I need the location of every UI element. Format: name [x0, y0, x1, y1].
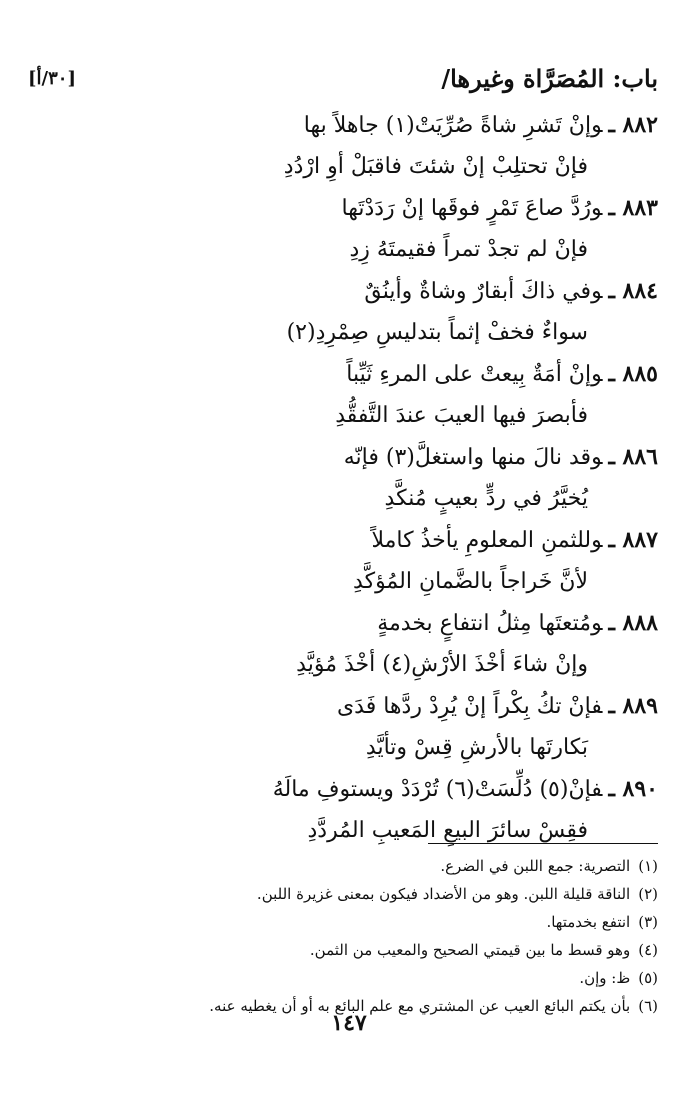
page-header	[28, 64, 658, 100]
verse-number: ٨٨٢ ـ	[608, 112, 658, 138]
verse-line-first	[377, 610, 658, 637]
verse-number: ٨٨٧ ـ	[608, 527, 658, 553]
verse-first-hemistich: فإنْ(٥) دُلِّسَتْ(٦) تُرْدَدْ ويستوفِ مالَهُ	[272, 777, 603, 802]
verse-first-hemistich: وقد نالَ منها واستغلَّ(٣) فإنّه	[343, 445, 603, 470]
footnote-number: (١)	[638, 857, 658, 875]
footnote-number: (٣)	[638, 913, 658, 931]
footnote-text: انتفع بخدمتها.	[546, 913, 631, 931]
verse-line-second: فقِسْ سائرَ البيعِ المَعيبِ المُردَّدِ	[307, 817, 588, 843]
footnote	[38, 852, 658, 880]
footnote-number: (٥)	[638, 969, 658, 987]
folio-reference: [٣٠/أ]	[28, 68, 76, 89]
footnote-text: التصرية: جمع اللبن في الضرع.	[440, 857, 631, 875]
verse-number: ٨٨٨ ـ	[608, 610, 658, 636]
verse-line-second: فأبصرَ فيها العيبَ عندَ التَّفقُّدِ	[335, 402, 588, 428]
page-number: ١٤٧	[331, 1010, 367, 1036]
verse-line-second: بَكارتَها بالأرشِ قِسْ وتأيَّدِ	[365, 734, 588, 760]
verse-number: ٨٨٣ ـ	[608, 195, 658, 221]
verse-line-second: يُخيَّرُ في ردٍّ بعيبٍ مُنكَّدِ	[384, 485, 588, 511]
verse-line-first	[337, 693, 658, 720]
footnote-list	[38, 852, 658, 1020]
verse-line-first	[344, 444, 658, 471]
verse-first-hemistich: وفي ذاكَ أبقارٌ وشاةٌ وأينُقٌ	[364, 279, 603, 304]
verse-first-hemistich: وللثمنِ المعلومِ يأخذُ كاملاً	[371, 528, 603, 553]
footnote	[38, 908, 658, 936]
footnote-text: الناقة قليلة اللبن. وهو من الأضداد فيكون بمعنى غزيرة اللبن.	[256, 885, 631, 903]
verse-first-hemistich: وإنْ أمَةٌ بِيعتْ على المرءِ ثَيِّباً	[346, 362, 603, 387]
verse-line-second: سواءٌ فخفْ إثماً بتدليسِ صِمْرِدِ(٢)	[286, 319, 588, 345]
verse-first-hemistich: وإنْ تَشرِ شاةً صُرِّيَتْ(١) جاهلاً بها	[303, 113, 603, 138]
verse-line-first	[304, 112, 658, 139]
verse-number: ٨٨٩ ـ	[608, 693, 658, 719]
verse-first-hemistich: ومُتعتَها مِثلُ انتفاعٍ بخدمةٍ	[377, 611, 603, 636]
footnote-text: وهو قسط ما بين قيمتي الصحيح والمعيب من الثمن.	[309, 941, 631, 959]
verse-line-first	[341, 195, 658, 222]
verse-number: ٨٩٠ ـ	[608, 776, 658, 802]
footnote	[38, 936, 658, 964]
verse-number: ٨٨٥ ـ	[608, 361, 658, 387]
verse-line-second: فإنْ تحتلِبْ إنْ شئتَ فاقبَلْ أوِ ارْدُدِ	[283, 153, 588, 179]
footnote-text: ظ: وإن.	[579, 969, 631, 987]
verse-line-second: وإنْ شاءَ أخْذَ الأرْشِ(٤) أخْذَ مُؤيَّدِ	[296, 651, 588, 677]
verse-line-second: فإنْ لم تجدْ تمراً فقيمتَهُ زِدِ	[349, 236, 588, 262]
footnote-number: (٦)	[638, 997, 658, 1015]
verse-first-hemistich: ورُدَّ صاعَ تَمْرٍ فوقَها إنْ رَدَدْتَها	[341, 196, 603, 221]
footnote-number: (٤)	[638, 941, 658, 959]
footnote	[38, 880, 658, 908]
verse-line-first	[346, 361, 658, 388]
chapter-title: باب: المُصَرَّاة وغيرها/	[441, 64, 658, 93]
footnote-text: بأن يكتم البائع العيب عن المشتري مع علم البائع به أو أن يغطيه عنه.	[209, 997, 631, 1015]
verse-line-first	[372, 527, 658, 554]
verse-first-hemistich: فإنْ تكُ بِكْراً إنْ يُرِدْ ردَّها فَدَى	[336, 694, 603, 719]
footnote-separator	[428, 843, 658, 844]
footnote	[38, 964, 658, 992]
verse-line-first	[273, 776, 658, 803]
footnote-number: (٢)	[638, 885, 658, 903]
verse-line-second: لأنَّ خَراجاً بالضَّمانِ المُؤكَّدِ	[353, 568, 588, 594]
verse-number: ٨٨٦ ـ	[608, 444, 658, 470]
verse-number: ٨٨٤ ـ	[608, 278, 658, 304]
verse-line-first	[364, 278, 658, 305]
